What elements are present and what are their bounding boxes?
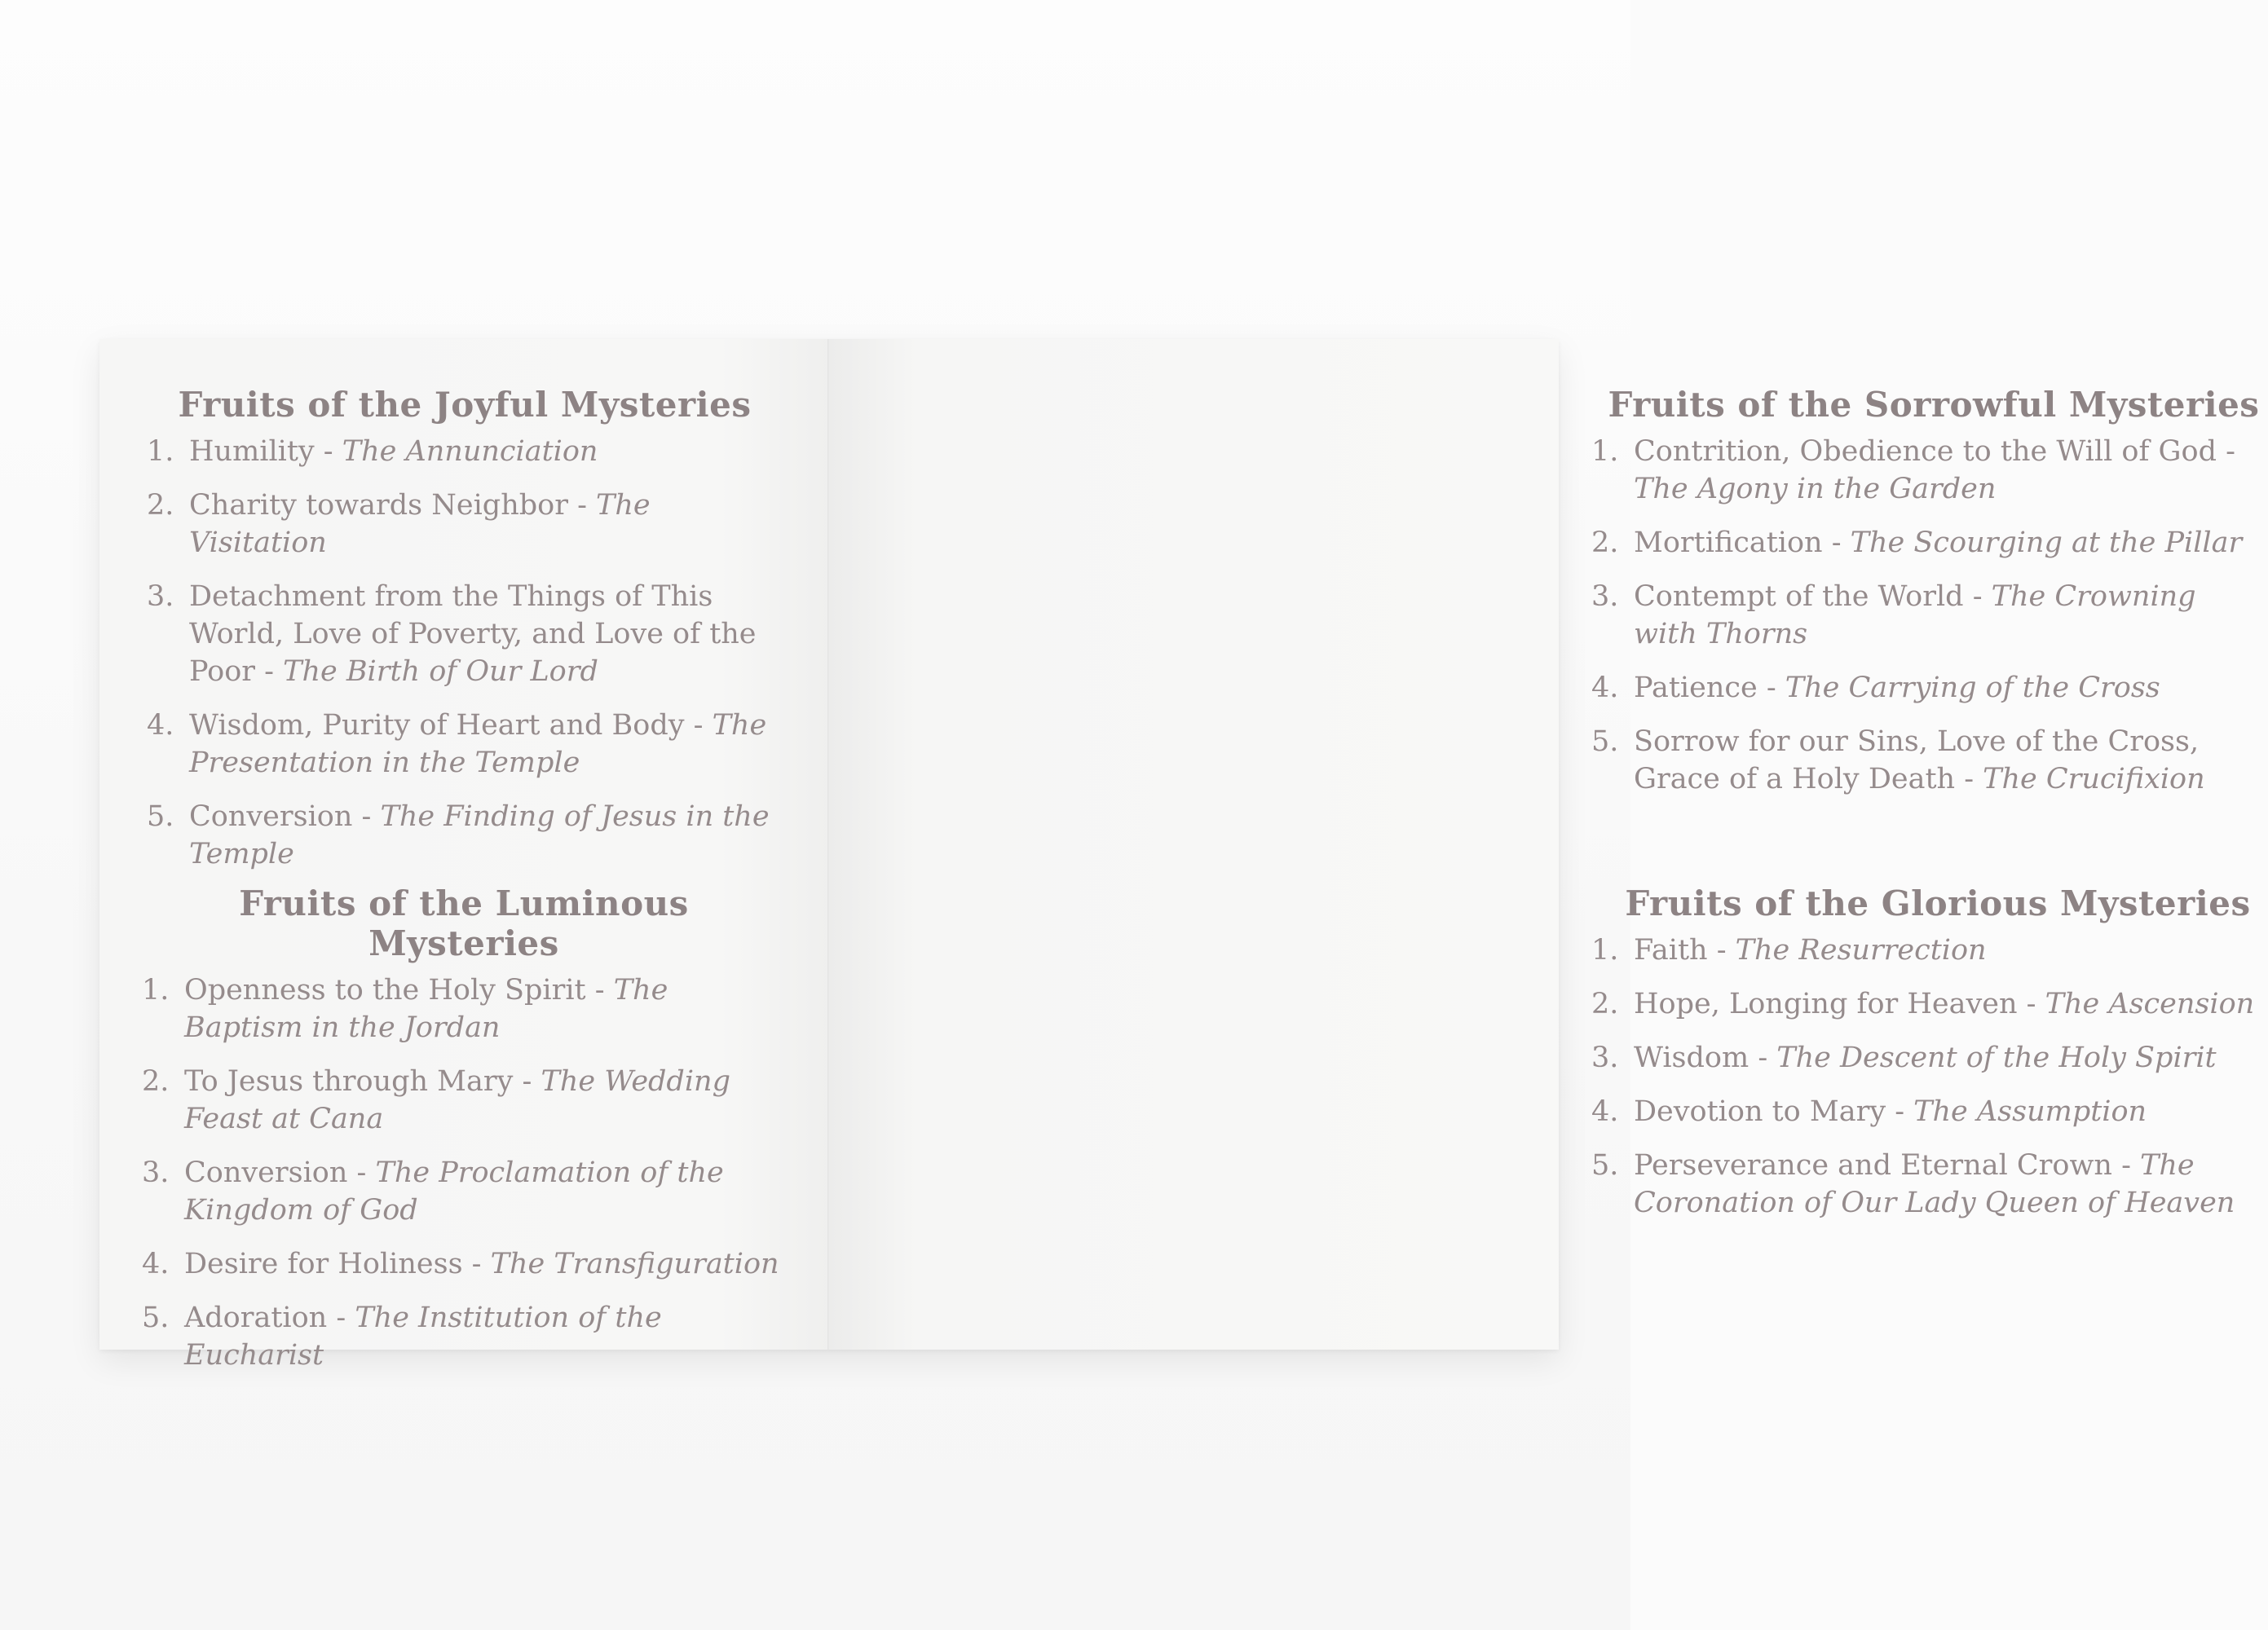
item-number: 5. [147, 800, 174, 833]
fruit-text: Sorrow for our Sins, Love of the Cross, Grace of a Holy Death [1634, 725, 2200, 795]
mystery-name: The Transfiguration [490, 1248, 779, 1280]
fruit-list-item [1591, 723, 2260, 798]
joyful-mysteries-section [147, 385, 783, 889]
fruit-list-item [1591, 433, 2260, 508]
item-number: 4. [1591, 672, 1619, 704]
fruits-list [1591, 433, 2260, 798]
item-number: 3. [142, 1156, 170, 1189]
item-number: 3. [1591, 1042, 1619, 1074]
item-number: 3. [1591, 580, 1619, 613]
section-title: Fruits of the Luminous Mysteries [239, 883, 689, 963]
mystery-name: The Descent of the Holy Spirit [1776, 1042, 2217, 1074]
separator-dash: - [1707, 934, 1736, 967]
separator-dash: - [462, 1248, 491, 1280]
fruit-list-item [1591, 932, 2268, 969]
section-title: Fruits of the Sorrowful Mysteries [1608, 385, 2260, 425]
fruit-list-item [142, 1245, 786, 1283]
item-number: 2. [1591, 988, 1619, 1020]
mystery-name: The Birth of Our Lord [283, 655, 598, 688]
fruit-list-item [1591, 578, 2260, 653]
fruit-list-item [147, 487, 783, 562]
item-number: 3. [147, 580, 174, 613]
mystery-name: The Annunciation [342, 435, 598, 468]
mystery-name: The Resurrection [1735, 934, 1987, 967]
fruit-text: Adoration [184, 1302, 328, 1334]
mystery-name: The Ascension [2045, 988, 2255, 1020]
fruit-text: Hope, Longing for Heaven [1634, 988, 2018, 1020]
fruit-list-item [147, 433, 783, 470]
section-title: Fruits of the Glorious Mysteries [1625, 883, 2251, 923]
separator-dash: - [585, 974, 614, 1007]
fruit-text: Humility [189, 435, 315, 468]
fruit-text: Desire for Holiness [184, 1248, 463, 1280]
fruit-list-item [1591, 669, 2260, 707]
separator-dash: - [1757, 672, 1785, 704]
mystery-name: The Visitation [189, 489, 651, 559]
item-number: 2. [142, 1065, 170, 1098]
mystery-name: The Presentation in the Temple [189, 709, 767, 779]
fruit-list-item [142, 1154, 786, 1229]
fruit-text: Wisdom [1634, 1042, 1750, 1074]
fruit-text: Devotion to Mary [1634, 1095, 1886, 1128]
item-number: 1. [1591, 934, 1619, 967]
fruit-text: Contempt of the World [1634, 580, 1964, 613]
item-number: 2. [147, 489, 174, 522]
fruit-text: Wisdom, Purity of Heart and Body [189, 709, 685, 742]
mystery-name: The Carrying of the Cross [1785, 672, 2160, 704]
mystery-name: The Proclamation of the Kingdom of God [184, 1156, 724, 1227]
sorrowful-mysteries-section [1591, 385, 2260, 814]
item-number: 1. [1591, 435, 1619, 468]
separator-dash: - [327, 1302, 355, 1334]
mystery-name: The Coronation of Our Lady Queen of Heaven [1634, 1149, 2235, 1219]
mystery-name: The Scourging at the Pillar [1850, 526, 2243, 559]
fruit-text: Openness to the Holy Spirit [184, 974, 586, 1007]
fruit-list-item [147, 707, 783, 782]
separator-dash: - [1963, 580, 1992, 613]
fruit-list-item [1591, 524, 2260, 562]
separator-dash: - [2017, 988, 2045, 1020]
fruits-list [1591, 932, 2268, 1222]
separator-dash: - [314, 435, 342, 468]
fruit-text: To Jesus through Mary [184, 1065, 514, 1098]
luminous-mysteries-section [142, 883, 786, 1390]
fruit-list-item [1591, 1147, 2268, 1222]
folded-prayer-card [99, 339, 2260, 1372]
item-number: 2. [1591, 526, 1619, 559]
mystery-name: The Institution of the Eucharist [184, 1302, 662, 1372]
item-number: 5. [1591, 1149, 1619, 1182]
mystery-name: The Wedding Feast at Cana [184, 1065, 730, 1135]
mystery-name: The Finding of Jesus in the Temple [189, 800, 770, 870]
mystery-name: The Crowning with Thorns [1634, 580, 2196, 650]
separator-dash: - [1822, 526, 1851, 559]
section-title: Fruits of the Joyful Mysteries [178, 385, 752, 425]
fruit-list-item [1591, 985, 2268, 1023]
separator-dash: - [1749, 1042, 1777, 1074]
fruits-list [142, 971, 786, 1374]
separator-dash: - [513, 1065, 541, 1098]
fruit-text: Conversion [189, 800, 353, 833]
card-left-panel [99, 339, 829, 1372]
fruit-text: Patience [1634, 672, 1758, 704]
item-number: 1. [147, 435, 174, 468]
separator-dash: - [684, 709, 713, 742]
fruit-text: Faith [1634, 934, 1708, 967]
mystery-name: The Baptism in the Jordan [184, 974, 668, 1044]
fruit-list-item [142, 971, 786, 1046]
fruit-list-item [142, 1063, 786, 1138]
item-number: 5. [142, 1302, 170, 1334]
fruit-text: Charity towards Neighbor [189, 489, 568, 522]
item-number: 1. [142, 974, 170, 1007]
mystery-name: The Assumption [1913, 1095, 2147, 1128]
separator-dash: - [567, 489, 597, 522]
separator-dash: - [1886, 1095, 1914, 1128]
fruit-text: Perseverance and Eternal Crown [1634, 1149, 2112, 1182]
item-number: 4. [142, 1248, 170, 1280]
fruit-list-item [147, 798, 783, 873]
card-right-panel [829, 339, 2260, 1350]
separator-dash: - [255, 655, 284, 688]
item-number: 4. [1591, 1095, 1619, 1128]
item-number: 4. [147, 709, 174, 742]
separator-dash: - [2111, 1149, 2141, 1182]
glorious-mysteries-section [1591, 883, 2268, 1238]
fruit-list-item [147, 578, 783, 690]
fruit-list-item [1591, 1093, 2268, 1130]
fruits-list [147, 433, 783, 873]
fruit-text: Detachment from the Things of This World, Love of Poverty, and Love of the Poor [189, 580, 757, 688]
item-number: 5. [1591, 725, 1619, 758]
fruit-text: Mortification [1634, 526, 1823, 559]
fruit-text: Contrition, Obedience to the Will of God [1634, 435, 2217, 468]
mystery-name: The Agony in the Garden [1634, 473, 1997, 505]
separator-dash: - [2216, 435, 2235, 468]
mystery-name: The Crucifixion [1983, 763, 2205, 795]
fruit-list-item [1591, 1039, 2268, 1077]
separator-dash: - [347, 1156, 376, 1189]
separator-dash: - [1955, 763, 1983, 795]
fruit-text: Conversion [184, 1156, 348, 1189]
separator-dash: - [352, 800, 381, 833]
fruit-list-item [142, 1299, 786, 1374]
